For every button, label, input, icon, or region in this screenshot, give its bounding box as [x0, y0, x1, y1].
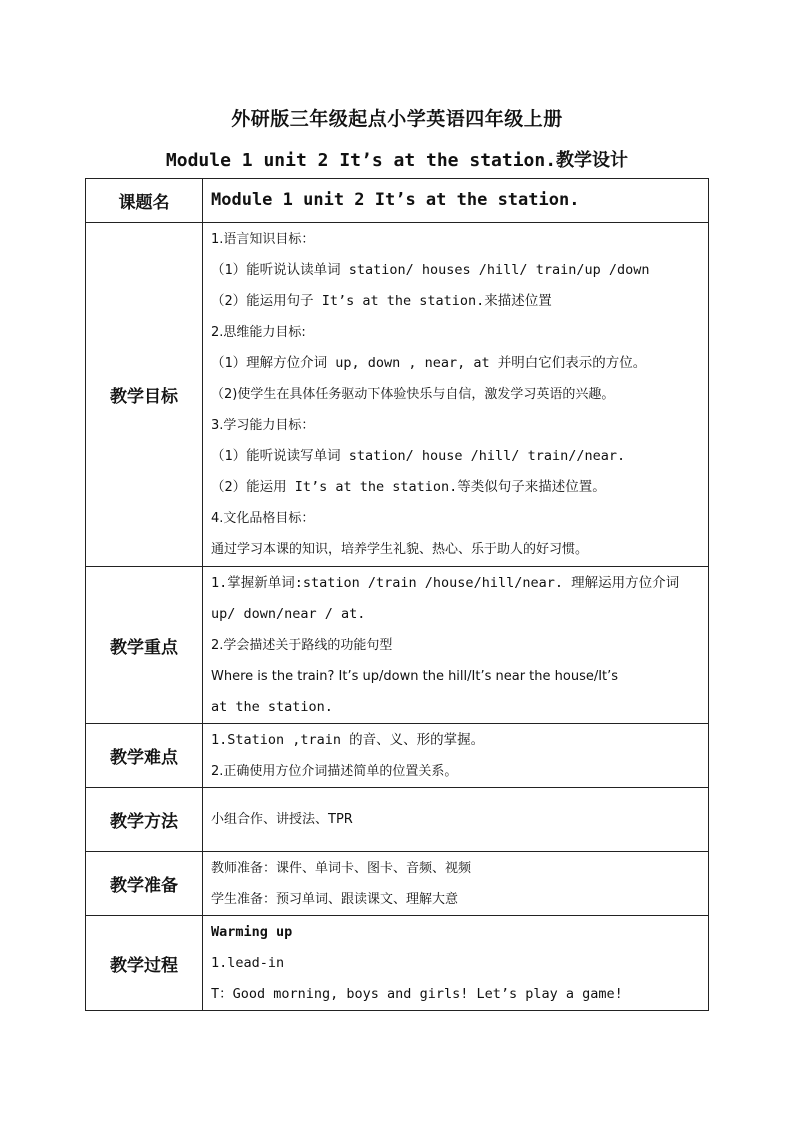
objective-line: （1）能听说认读单词 station/ houses /hill/ train/up /down [211, 262, 650, 278]
row-label-topic: 课题名 [86, 179, 203, 223]
row-content-preparation [203, 852, 709, 916]
table-row-preparation [86, 852, 709, 916]
table-row-difficulties [86, 724, 709, 788]
objective-line: 3.学习能力目标： [211, 418, 315, 433]
objective-line: （2）能运用 It’s at the station.等类似句子来描述位置。 [211, 479, 606, 495]
objective-line: （2)使学生在具体任务驱动下体验快乐与自信，激发学习英语的兴趣。 [211, 387, 615, 402]
key-point-line: at the station. [211, 698, 333, 715]
row-content-methods [203, 788, 709, 852]
preparation-line: 学生准备：预习单词、跟读课文、理解大意 [211, 891, 459, 907]
objective-line: 4.文化品格目标： [211, 511, 315, 526]
document-subtitle: Module 1 unit 2 It’s at the station.教学设计 [165, 150, 629, 171]
table-row-topic [86, 179, 709, 223]
row-label-process: 教学过程 [86, 916, 203, 1011]
row-label-methods: 教学方法 [86, 788, 203, 852]
row-content-key-points [203, 567, 709, 724]
row-label-preparation: 教学准备 [86, 852, 203, 916]
process-line: Warming up [211, 923, 293, 940]
key-point-line: 2.学会描述关于路线的功能句型 [211, 637, 393, 653]
objective-line: 2.思维能力目标: [211, 325, 306, 340]
table-row-key-points [86, 567, 709, 724]
objective-line: 通过学习本课的知识，培养学生礼貌、热心、乐于助人的好习惯。 [211, 542, 589, 557]
row-content-difficulties [203, 724, 709, 788]
row-content-process [203, 916, 709, 1011]
process-line: T：Good morning, boys and girls! Let’s play a game! [211, 985, 623, 1002]
lesson-plan-table [85, 178, 709, 1011]
difficulty-line: 1.Station ,train 的音、义、形的掌握。 [211, 731, 485, 748]
method-line: 小组合作、讲授法、TPR [211, 812, 353, 827]
row-label-key-points: 教学重点 [86, 567, 203, 724]
row-content-topic [203, 179, 709, 223]
key-point-line: 1.掌握新单词:station /train /house/hill/near. 理解运用方位介词 [211, 574, 680, 591]
table-row-methods [86, 788, 709, 852]
row-label-difficulties: 教学难点 [86, 724, 203, 788]
key-point-line: up/ down/near / at. [211, 605, 366, 622]
objective-line: （1）能听说读写单词 station/ house /hill/ train//near. [211, 448, 626, 464]
row-label-objectives: 教学目标 [86, 223, 203, 567]
key-point-line: Where is the train? It’s up/down the hill/It’s near the house/It’s [211, 668, 619, 684]
row-content-objectives [203, 223, 709, 567]
table-row-objectives [86, 223, 709, 567]
table-row-process [86, 916, 709, 1011]
topic-value: Module 1 unit 2 It’s at the station. [211, 189, 580, 210]
preparation-line: 教师准备：课件、单词卡、图卡、音频、视频 [211, 860, 472, 876]
objective-line: （2）能运用句子 It’s at the station.来描述位置 [211, 293, 552, 309]
objective-line: 1.语言知识目标： [211, 232, 315, 247]
process-line: 1.lead-in [211, 954, 285, 971]
objective-line: （1）理解方位介词 up, down , near, at 并明白它们表示的方位。 [211, 355, 647, 371]
difficulty-line: 2.正确使用方位介词描述简单的位置关系。 [211, 763, 458, 779]
document-title: 外研版三年级起点小学英语四年级上册 [231, 108, 563, 130]
